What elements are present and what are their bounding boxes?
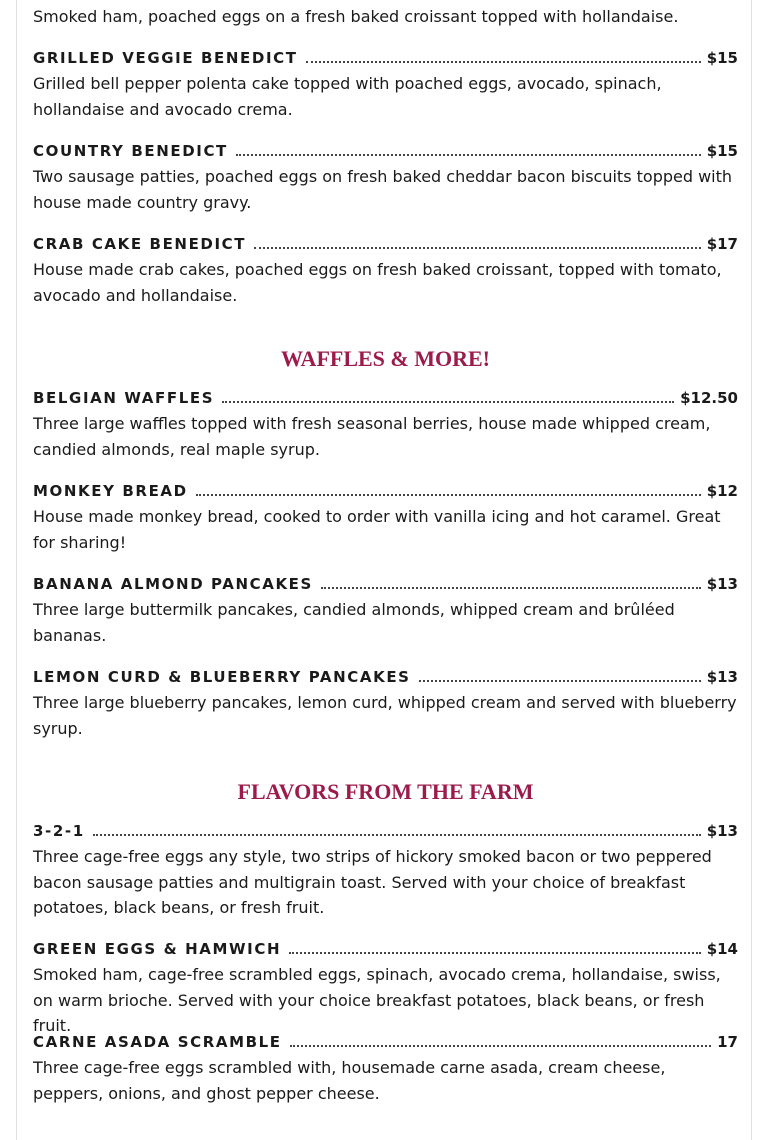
item-price: $15 <box>706 142 738 160</box>
section-title-farm: FLAVORS FROM THE FARM <box>237 779 534 804</box>
item-price: $13 <box>706 822 738 840</box>
dotted-leader <box>419 680 701 682</box>
item-description: Smoked ham, poached eggs on a fresh baked croissant topped with hollandaise. <box>33 7 679 26</box>
item-description: House made monkey bread, cooked to order with vanilla icing and hot caramel. Great for sharing! <box>33 507 721 552</box>
section-title-waffles: WAFFLES & MORE! <box>281 346 490 371</box>
menu-item-green-eggs-hamwich <box>33 936 738 1039</box>
dotted-leader <box>290 1045 711 1047</box>
item-name: BELGIAN WAFFLES <box>33 389 215 407</box>
dotted-leader <box>306 61 701 63</box>
dotted-leader <box>222 401 674 403</box>
menu-item-grilled-veggie-benedict <box>33 45 738 122</box>
dotted-leader <box>321 587 701 589</box>
menu-item-carne-asada-scramble <box>33 1029 738 1106</box>
item-price: 17 <box>717 1033 738 1051</box>
item-name: 3-2-1 <box>33 822 85 840</box>
item-name: CRAB CAKE BENEDICT <box>33 235 247 253</box>
item-price: $13 <box>706 575 738 593</box>
item-price: $13 <box>706 668 738 686</box>
item-description: Three large waffles topped with fresh seasonal berries, house made whipped cream, candied almonds, real maple syrup. <box>33 414 711 459</box>
item-name: LEMON CURD & BLUEBERRY PANCAKES <box>33 668 411 686</box>
menu-item-lemon-curd-blueberry-pancakes <box>33 664 738 741</box>
menu-item-crab-cake-benedict <box>33 231 738 308</box>
item-price: $12.50 <box>680 389 738 407</box>
item-name: CARNE ASADA SCRAMBLE <box>33 1033 282 1051</box>
menu-item-monkey-bread <box>33 478 738 555</box>
item-description: Three large blueberry pancakes, lemon curd, whipped cream and served with blueberry syrup. <box>33 693 737 738</box>
dotted-leader <box>236 154 701 156</box>
item-description: Three cage-free eggs any style, two strips of hickory smoked bacon or two peppered bacon sausage patties and multigrain toast. Served with your choice of breakfast potatoes, black beans, or fresh fruit. <box>33 847 712 917</box>
item-description: Three large buttermilk pancakes, candied almonds, whipped cream and brûléed bananas. <box>33 600 675 645</box>
item-name: GRILLED VEGGIE BENEDICT <box>33 49 298 67</box>
item-description: House made crab cakes, poached eggs on fresh baked croissant, topped with tomato, avocado and hollandaise. <box>33 260 722 305</box>
item-price: $12 <box>706 482 738 500</box>
dotted-leader <box>196 494 701 496</box>
item-name: GREEN EGGS & HAMWICH <box>33 940 282 958</box>
dotted-leader <box>254 247 701 249</box>
menu-item-banana-almond-pancakes <box>33 571 738 648</box>
item-price: $14 <box>706 940 738 958</box>
item-description: Two sausage patties, poached eggs on fresh baked cheddar bacon biscuits topped with house made country gravy. <box>33 167 733 212</box>
item-description: Three cage-free eggs scrambled with, housemade carne asada, cream cheese, peppers, onions, and ghost pepper cheese. <box>33 1058 666 1103</box>
item-name: MONKEY BREAD <box>33 482 188 500</box>
menu-item-belgian-waffles <box>33 385 738 462</box>
item-name: BANANA ALMOND PANCAKES <box>33 575 313 593</box>
dotted-leader <box>93 834 701 836</box>
menu-item-3-2-1 <box>33 818 738 921</box>
item-price: $15 <box>706 49 738 67</box>
menu-item-country-benedict <box>33 138 738 215</box>
item-description: Smoked ham, cage-free scrambled eggs, spinach, avocado crema, hollandaise, swiss, on warm brioche. Served with your choice breakfast potatoes, black beans, or fresh fruit. <box>33 965 721 1035</box>
item-name: COUNTRY BENEDICT <box>33 142 228 160</box>
dotted-leader <box>289 952 701 954</box>
item-price: $17 <box>706 235 738 253</box>
item-description: Grilled bell pepper polenta cake topped with poached eggs, avocado, spinach, hollandaise and avocado crema. <box>33 74 662 119</box>
